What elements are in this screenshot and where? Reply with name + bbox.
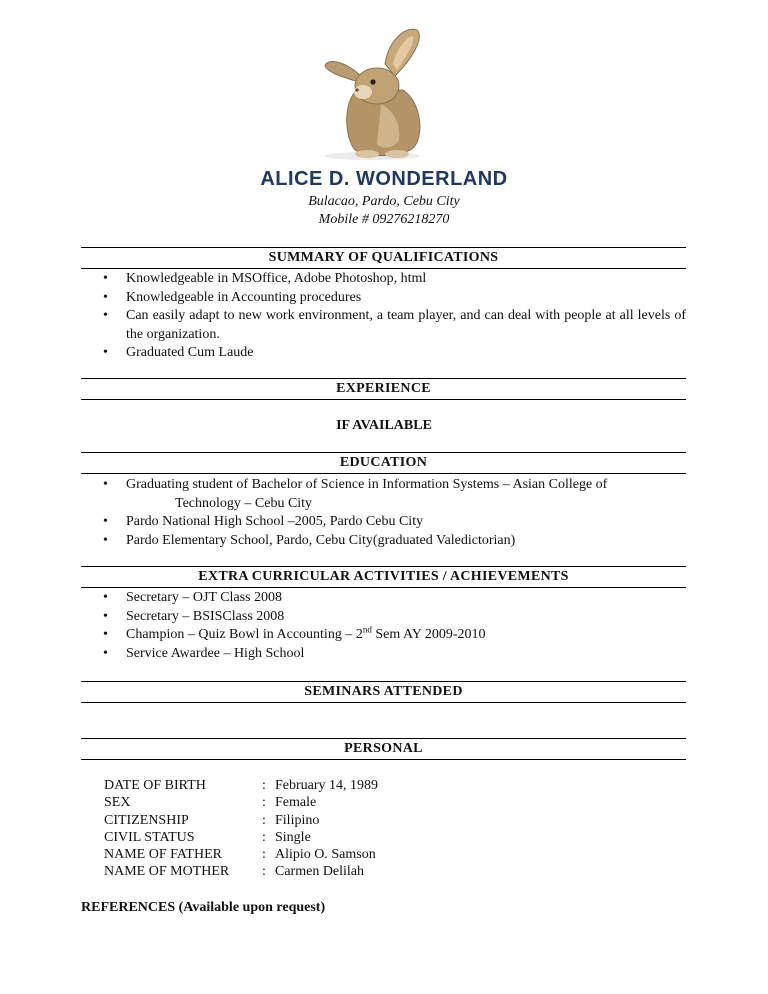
field-separator: : (262, 847, 266, 863)
experience-note: IF AVAILABLE (336, 418, 432, 433)
list-item: • Knowledgeable in Accounting procedures (81, 289, 686, 308)
qualifications-list (81, 270, 686, 363)
field-separator: : (262, 829, 266, 845)
personal-info-table (101, 777, 378, 881)
list-item: • Graduated Cum Laude (81, 344, 686, 363)
table-row (101, 794, 378, 811)
list-item: • Can easily adapt to new work environment, a team player, and can deal with people at all levels of the organization. (81, 307, 686, 344)
field-label: CITIZENSHIP (104, 812, 189, 828)
education-item-line: Graduating student of Bachelor of Science in Information Systems – Asian College of (126, 477, 608, 492)
field-value: Single (275, 829, 311, 845)
list-item: • Pardo Elementary School, Pardo, Cebu City(graduated Valedictorian) (81, 532, 686, 551)
section-header-education: EDUCATION (81, 452, 686, 474)
field-value: Female (275, 795, 317, 811)
champion-text-suffix: Sem AY 2009-2010 (371, 627, 486, 642)
candidate-name: ALICE D. WONDERLAND (260, 168, 508, 190)
table-row (101, 812, 378, 829)
field-label: SEX (104, 795, 131, 811)
section-header-experience: EXPERIENCE (81, 378, 686, 400)
field-separator: : (262, 795, 266, 811)
education-list (81, 476, 686, 550)
field-value: Alipio O. Samson (275, 847, 376, 863)
list-item (81, 476, 686, 513)
field-value: Carmen Delilah (275, 864, 365, 880)
address: Bulacao, Pardo, Cebu City (308, 194, 460, 209)
references-note: REFERENCES (Available upon request) (81, 900, 326, 915)
field-label: CIVIL STATUS (104, 829, 195, 845)
list-item (81, 626, 686, 645)
list-item: • Secretary – OJT Class 2008 (81, 589, 686, 608)
section-header-personal: PERSONAL (81, 738, 686, 760)
field-label: NAME OF FATHER (104, 847, 222, 863)
section-header-seminars: SEMINARS ATTENDED (81, 681, 686, 703)
activities-list (81, 589, 686, 663)
field-separator: : (262, 864, 266, 880)
profile-photo (285, 20, 460, 162)
field-label: NAME OF MOTHER (104, 864, 230, 880)
field-separator: : (262, 812, 266, 828)
section-header-activities: EXTRA CURRICULAR ACTIVITIES / ACHIEVEMENTS (81, 566, 686, 588)
table-row (101, 777, 378, 794)
table-row (101, 829, 378, 846)
table-row (101, 846, 378, 863)
education-item-line: Technology – Cebu City (175, 495, 313, 511)
field-value: Filipino (275, 812, 320, 828)
field-value: February 14, 1989 (275, 778, 379, 793)
ordinal-suffix: nd (362, 624, 372, 635)
field-label: DATE OF BIRTH (104, 778, 206, 793)
list-item: • Service Awardee – High School (81, 645, 686, 664)
mobile-number: Mobile # 09276218270 (318, 212, 450, 227)
list-item: • Pardo National High School –2005, Pardo Cebu City (81, 513, 686, 532)
list-item: • Secretary – BSISClass 2008 (81, 608, 686, 627)
list-item: • Knowledgeable in MSOffice, Adobe Photoshop, html (81, 270, 686, 289)
champion-text: Champion – Quiz Bowl in Accounting – 2 (126, 627, 363, 642)
field-separator: : (262, 778, 266, 793)
section-header-qualifications: SUMMARY OF QUALIFICATIONS (81, 247, 686, 269)
table-row (101, 863, 378, 880)
